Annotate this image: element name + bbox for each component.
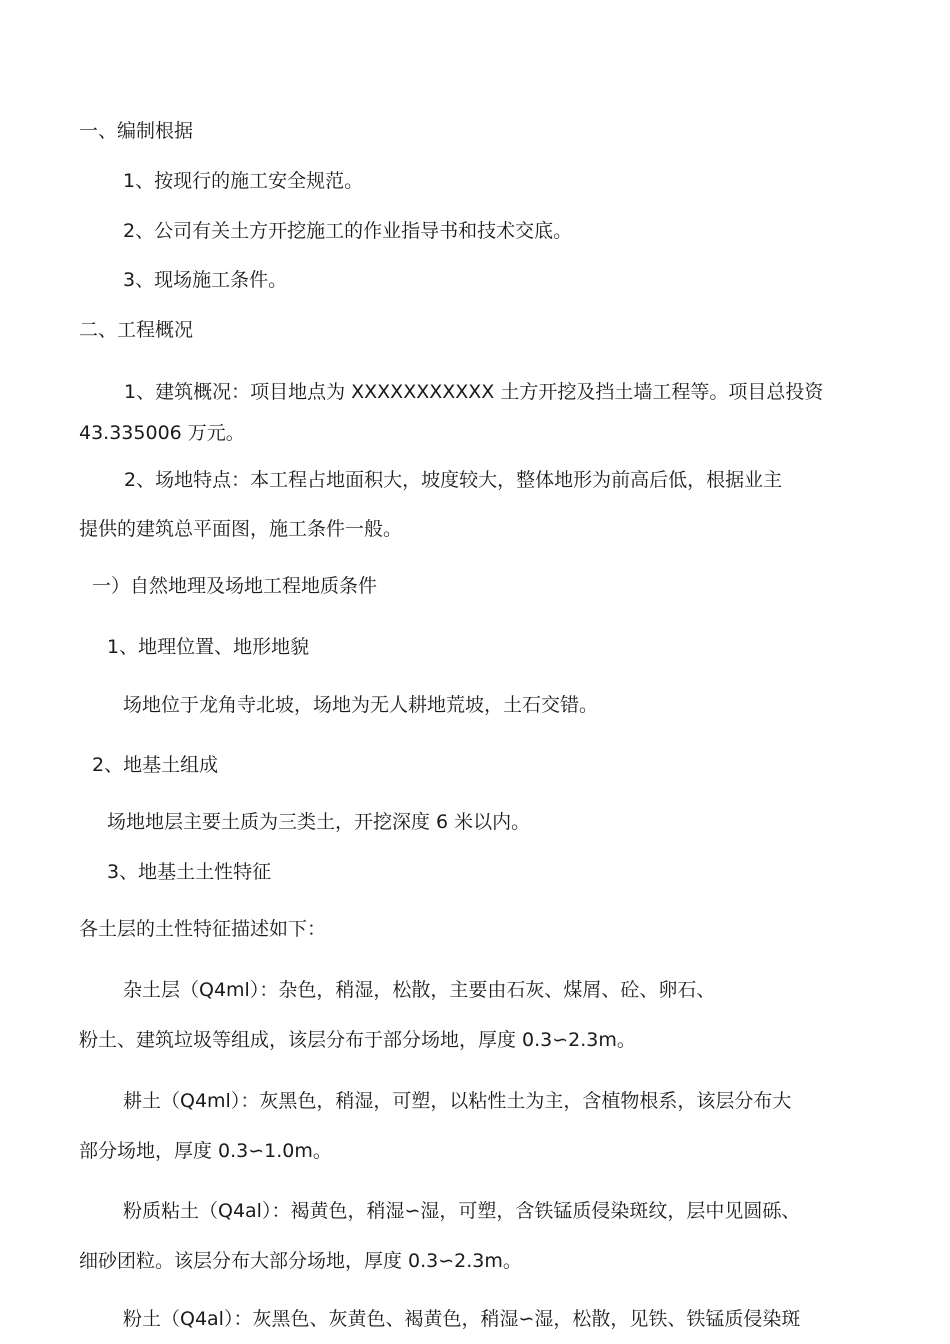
soil-layer-silty-clay-line-2: 细砂团粒。该层分布大部分场地，厚度 0.3∽2.3m。 bbox=[79, 1250, 522, 1272]
section-heading-basis: 一、编制根据 bbox=[79, 120, 194, 142]
soil-layer-silty-clay-line-1: 粉质粘土（Q4al）：褐黄色，稍湿∽湿，可塑，含铁锰质侵染斑纹，层中见圆砾、 bbox=[123, 1200, 801, 1222]
soil-layer-topsoil-line-2: 部分场地，厚度 0.3∽1.0m。 bbox=[79, 1140, 332, 1162]
basis-item-3: 3、现场施工条件。 bbox=[123, 269, 288, 291]
overview-paragraph-line-2: 43.335006 万元。 bbox=[79, 422, 245, 444]
subsection-heading-geology: 一）自然地理及场地工程地质条件 bbox=[92, 575, 378, 597]
soil-characteristics-heading: 3、地基土土性特征 bbox=[107, 861, 272, 883]
soil-layer-silt-line-1: 粉土（Q4al）：灰黑色、灰黄色、褐黄色，稍湿∽湿，松散，见铁、铁锰质侵染斑 bbox=[123, 1308, 801, 1330]
soil-characteristics-intro: 各土层的土性特征描述如下： bbox=[79, 918, 327, 940]
soil-layer-fill-line-2: 粉土、建筑垃圾等组成，该层分布于部分场地，厚度 0.3∽2.3m。 bbox=[79, 1029, 636, 1051]
soil-layer-topsoil-line-1: 耕土（Q4ml）：灰黑色，稍湿，可塑，以粘性土为主，含植物根系，该层分布大 bbox=[123, 1090, 792, 1112]
basis-item-1: 1、按现行的施工安全规范。 bbox=[123, 170, 364, 192]
basis-item-2: 2、公司有关土方开挖施工的作业指导书和技术交底。 bbox=[123, 220, 573, 242]
section-heading-overview: 二、工程概况 bbox=[79, 319, 194, 341]
geo-location-heading: 1、地理位置、地形地貌 bbox=[107, 636, 310, 658]
site-paragraph-line-1: 2、场地特点：本工程占地面积大，坡度较大，整体地形为前高后低，根据业主 bbox=[124, 469, 783, 491]
soil-layer-fill-line-1: 杂土层（Q4ml）：杂色，稍湿，松散，主要由石灰、煤屑、砼、卵石、 bbox=[123, 979, 716, 1001]
foundation-text: 场地地层主要土质为三类土，开挖深度 6 米以内。 bbox=[107, 811, 531, 833]
geo-location-text: 场地位于龙角寺北坡，场地为无人耕地荒坡，土石交错。 bbox=[123, 694, 599, 716]
overview-paragraph-line-1: 1、建筑概况：项目地点为 XXXXXXXXXXX 土方开挖及挡土墙工程等。项目总投资 bbox=[124, 381, 824, 403]
foundation-heading: 2、地基土组成 bbox=[92, 754, 219, 776]
site-paragraph-line-2: 提供的建筑总平面图，施工条件一般。 bbox=[79, 518, 403, 540]
